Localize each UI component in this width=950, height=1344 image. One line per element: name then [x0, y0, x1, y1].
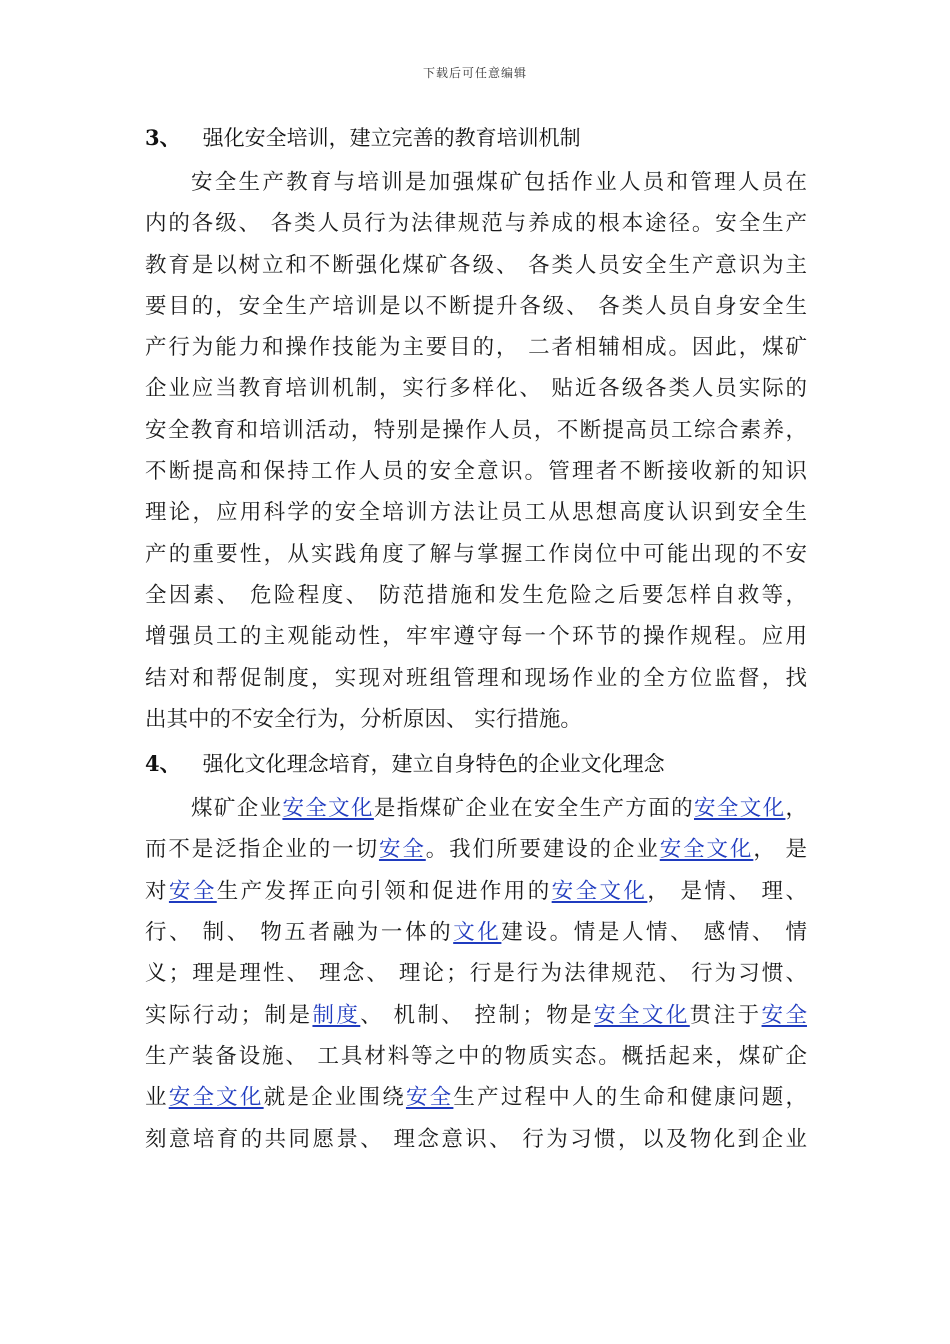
- term-link[interactable]: 文化: [453, 920, 502, 946]
- text-run: 实际行动；制是: [145, 1002, 313, 1028]
- paragraph-line: [145, 1077, 807, 1118]
- text-run: 。我们所要建设的企业: [425, 837, 660, 863]
- section-4-heading: [145, 744, 807, 784]
- paragraph-line: 要目的，安全生产培训是以不断提升各级、 各类人员自身安全生: [145, 293, 807, 319]
- paragraph-line: 不断提高和保持工作人员的安全意识。管理者不断接收新的知识: [145, 459, 807, 485]
- paragraph-line: [145, 829, 807, 870]
- paragraph-line: 内的各级、 各类人员行为法律规范与养成的根本途径。安全生产: [145, 211, 807, 237]
- text-run: ，: [785, 796, 807, 822]
- paragraph-line: 教育是以树立和不断强化煤矿各级、 各类人员安全生产意识为主: [145, 252, 807, 278]
- section-4-number: 4、: [145, 751, 181, 777]
- paragraph-line: 出其中的不安全行为，分析原因、 实行措施。: [145, 706, 582, 732]
- text-run: 生产过程中人的生命和健康问题，: [453, 1085, 807, 1111]
- term-link[interactable]: 安全: [405, 1085, 454, 1111]
- paragraph-line: 产的重要性，从实践角度了解与掌握工作岗位中可能出现的不安: [145, 541, 807, 567]
- text-run: 生产装备设施、 工具材料等之中的物质实态。概括起来，煤矿企: [145, 1043, 807, 1069]
- paragraph-line: [145, 912, 807, 953]
- text-run: 建设。情是人情、 感情、 情: [501, 920, 807, 946]
- text-run: ， 是: [753, 837, 807, 863]
- header-note: 下载后可任意编辑: [422, 66, 527, 80]
- paragraph-line: 安全教育和培训活动，特别是操作人员，不断提高员工综合素养，: [145, 417, 807, 443]
- section-4-paragraph: [145, 788, 807, 1160]
- paragraph-line: 理论，应用科学的安全培训方法让员工从思想高度认识到安全生: [145, 500, 807, 526]
- text-run: 行、 制、 物五者融为一体的: [145, 920, 454, 946]
- term-link[interactable]: 安全: [761, 1002, 807, 1028]
- section-3-paragraph: [145, 162, 807, 740]
- section-3-title: 强化安全培训，建立完善的教育培训机制: [202, 126, 581, 150]
- section-4-title: 强化文化理念培育，建立自身特色的企业文化理念: [202, 752, 665, 777]
- text-run: 、 机制、 控制；物是: [360, 1002, 595, 1028]
- paragraph-line: [145, 995, 807, 1036]
- term-link[interactable]: 安全文化: [282, 796, 374, 822]
- paragraph-line: [145, 871, 807, 912]
- text-run: 就是企业围绕: [263, 1085, 406, 1111]
- paragraph-line: 增强员工的主观能动性，牢牢遵守每一个环节的操作规程。应用: [145, 624, 807, 650]
- paragraph-line: [145, 1036, 807, 1077]
- section-3-heading: [145, 118, 807, 158]
- paragraph-line: 全因素、 危险程度、 防范措施和发生危险之后要怎样自救等，: [145, 582, 807, 608]
- text-run: 对: [145, 878, 169, 904]
- paragraph-line: 企业应当教育培训机制，实行多样化、 贴近各级各类人员实际的: [145, 376, 807, 402]
- text-run: 贯注于: [689, 1002, 762, 1028]
- section-3-number: 3、: [145, 125, 181, 150]
- document-body: [145, 118, 807, 1160]
- paragraph-line: 结对和帮促制度，实现对班组管理和现场作业的全方位监督，找: [145, 665, 807, 691]
- term-link[interactable]: 安全文化: [168, 1085, 264, 1111]
- term-link[interactable]: 制度: [312, 1002, 361, 1028]
- text-run: 刻意培育的共同愿景、 理念意识、 行为习惯，以及物化到企业: [145, 1126, 807, 1152]
- term-link[interactable]: 安全文化: [693, 796, 786, 822]
- paragraph-line: [145, 788, 807, 829]
- term-link[interactable]: 安全: [168, 878, 217, 904]
- text-run: ， 是情、 理、: [647, 878, 807, 904]
- text-run: 生产发挥正向引领和促进作用的: [216, 878, 552, 904]
- text-run: 煤矿企业: [191, 796, 283, 822]
- text-run: 义；理是理性、 理念、 理论；行是行为法律规范、 行为习惯、: [145, 961, 807, 987]
- text-run: 是指煤矿企业在安全生产方面的: [373, 796, 694, 822]
- term-link[interactable]: 安全文化: [551, 878, 648, 904]
- paragraph-line: 安全生产教育与培训是加强煤矿包括作业人员和管理人员在: [191, 170, 807, 195]
- term-link[interactable]: 安全: [378, 837, 426, 863]
- paragraph-line: 产行为能力和操作技能为主要目的， 二者相辅相成。因此，煤矿: [145, 335, 807, 361]
- term-link[interactable]: 安全文化: [594, 1002, 690, 1028]
- term-link[interactable]: 安全文化: [659, 837, 754, 863]
- text-run: 业: [145, 1085, 169, 1111]
- paragraph-line: [145, 1119, 807, 1160]
- paragraph-line: [145, 953, 807, 994]
- text-run: 而不是泛指企业的一切: [145, 837, 379, 863]
